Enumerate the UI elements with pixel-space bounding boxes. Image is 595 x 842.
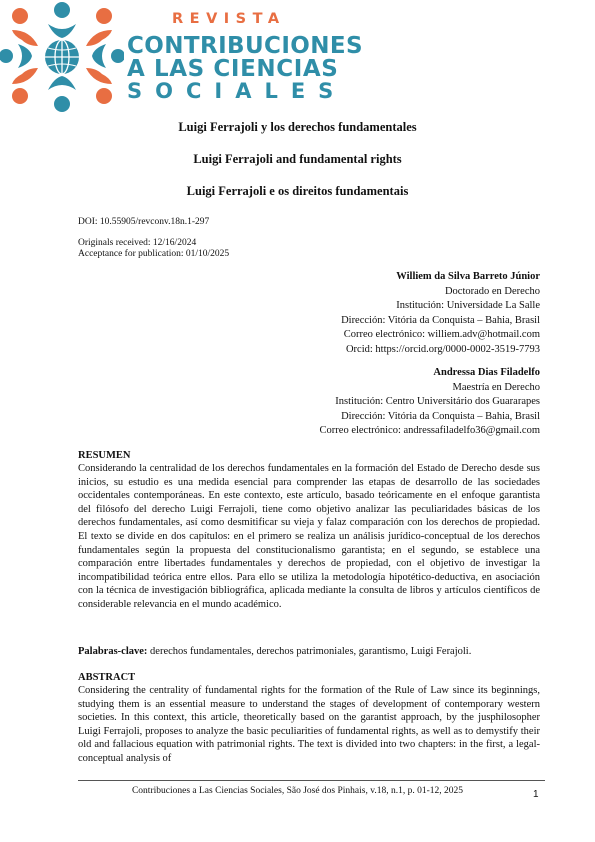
- journal-revista-label: REVISTA: [172, 11, 286, 27]
- author-email: Correo electrónico: williem.adv@hotmail.com: [343, 329, 540, 341]
- author-degree: Doctorado en Derecho: [444, 285, 540, 297]
- received-date: Originals received: 12/16/2024: [78, 238, 197, 248]
- author-institution: Institución: Universidade La Salle: [396, 300, 540, 312]
- title-portuguese: Luigi Ferrajoli e os direitos fundamentais: [186, 184, 409, 198]
- journal-header: [0, 0, 595, 116]
- abstract-section: [78, 671, 540, 766]
- author-address: Dirección: Vitória da Conquista – Bahia, Brasil: [341, 314, 540, 326]
- author-name: Andressa Dias Filadelfo: [433, 367, 540, 378]
- author-address: Dirección: Vitória da Conquista – Bahia, Brasil: [341, 410, 540, 422]
- author-degree: Maestría en Derecho: [452, 381, 540, 393]
- meta-dates: [78, 238, 229, 260]
- author-institution: Institución: Centro Universitário dos Guararapes: [335, 396, 540, 408]
- resumen-text: Considerando la centralidad de los derechos fundamentales en la formación del Estado de Derecho desde sus inicios, su estudio es una medida esencial para comprender las etapas de desarrollo de las sociedades occidentales contemporáneas. En este contexto, este artículo, basado teóricamente en el enfoque garantista del filósofo del derecho Luigi Ferrajoli, tiene como objetivo analizar las peculiaridades básicas de los derechos fundamentales, así como desmitificar su vieja y falaz comparación con los derechos de propiedad. El texto se divide en dos capítulos: en el primero se realiza un análisis jurídico-conceptual de los derechos fundamentales según la propuesta del constitucionalismo garantista; en el segundo, se establece una comparación entre libertades fundamentales y derechos de propiedad, con el objetivo de investigar la incompatibilidad teórica entre ellos. Para ello se utiliza la metodología hipotético-deductiva, en asociación con la técnica de investigación bibliográfica, aplicada mediante la consulta de libros y artículos científicos de considerable relevancia en el mundo académico.: [78, 463, 540, 610]
- author-orcid: Orcid: https://orcid.org/0000-0002-3519-7793: [345, 343, 540, 355]
- keywords-section: [78, 645, 540, 659]
- keywords-label: Palabras-clave:: [78, 646, 148, 657]
- journal-title-line2: A LAS CIENCIAS: [127, 56, 339, 82]
- footer-citation: Contribuciones a Las Ciencias Sociales, São José dos Pinhais, v.18, n.1, p. 01-12, 2025: [131, 786, 464, 796]
- author-block-1: [341, 270, 540, 358]
- footer-rule: [78, 780, 545, 781]
- abstract-heading: ABSTRACT: [78, 672, 136, 683]
- keywords-text: derechos fundamentales, derechos patrimoniales, garantismo, Luigi Ferajoli.: [150, 646, 472, 657]
- author-block-2: [320, 366, 540, 439]
- author-email: Correo electrónico: andressafiladelfo36@gmail.com: [319, 425, 540, 437]
- resumen-section: [78, 449, 540, 612]
- title-spanish: Luigi Ferrajoli y los derechos fundamentales: [178, 120, 417, 134]
- journal-title-line1: CONTRIBUCIONES: [127, 33, 363, 59]
- abstract-text: Considering the centrality of fundamental rights for the formation of the Rule of Law since its beginnings, studying them is an essential measure to understand the stages of development of contemporary western societies. In this context, this article, theoretically based on the garantist approach, by the jusphilosopher Luigi Ferrajoli, proposes to analyze the basic peculiarities of fundamental rights, as well as to demystify their old and fallacious equation with patrimonial rights. The text is divided into two chapters: in the first, a legal-conceptual analysis of: [78, 685, 540, 764]
- journal-logo-icon: [0, 0, 124, 116]
- page-number: 1: [533, 789, 539, 800]
- title-english: Luigi Ferrajoli and fundamental rights: [193, 152, 402, 166]
- journal-title-line3: SOCIALES: [127, 79, 347, 103]
- doi: DOI: 10.55905/revconv.18n.1-297: [78, 217, 210, 227]
- author-name: Williem da Silva Barreto Júnior: [396, 271, 540, 282]
- resumen-heading: RESUMEN: [78, 450, 131, 461]
- acceptance-date: Acceptance for publication: 01/10/2025: [78, 249, 230, 259]
